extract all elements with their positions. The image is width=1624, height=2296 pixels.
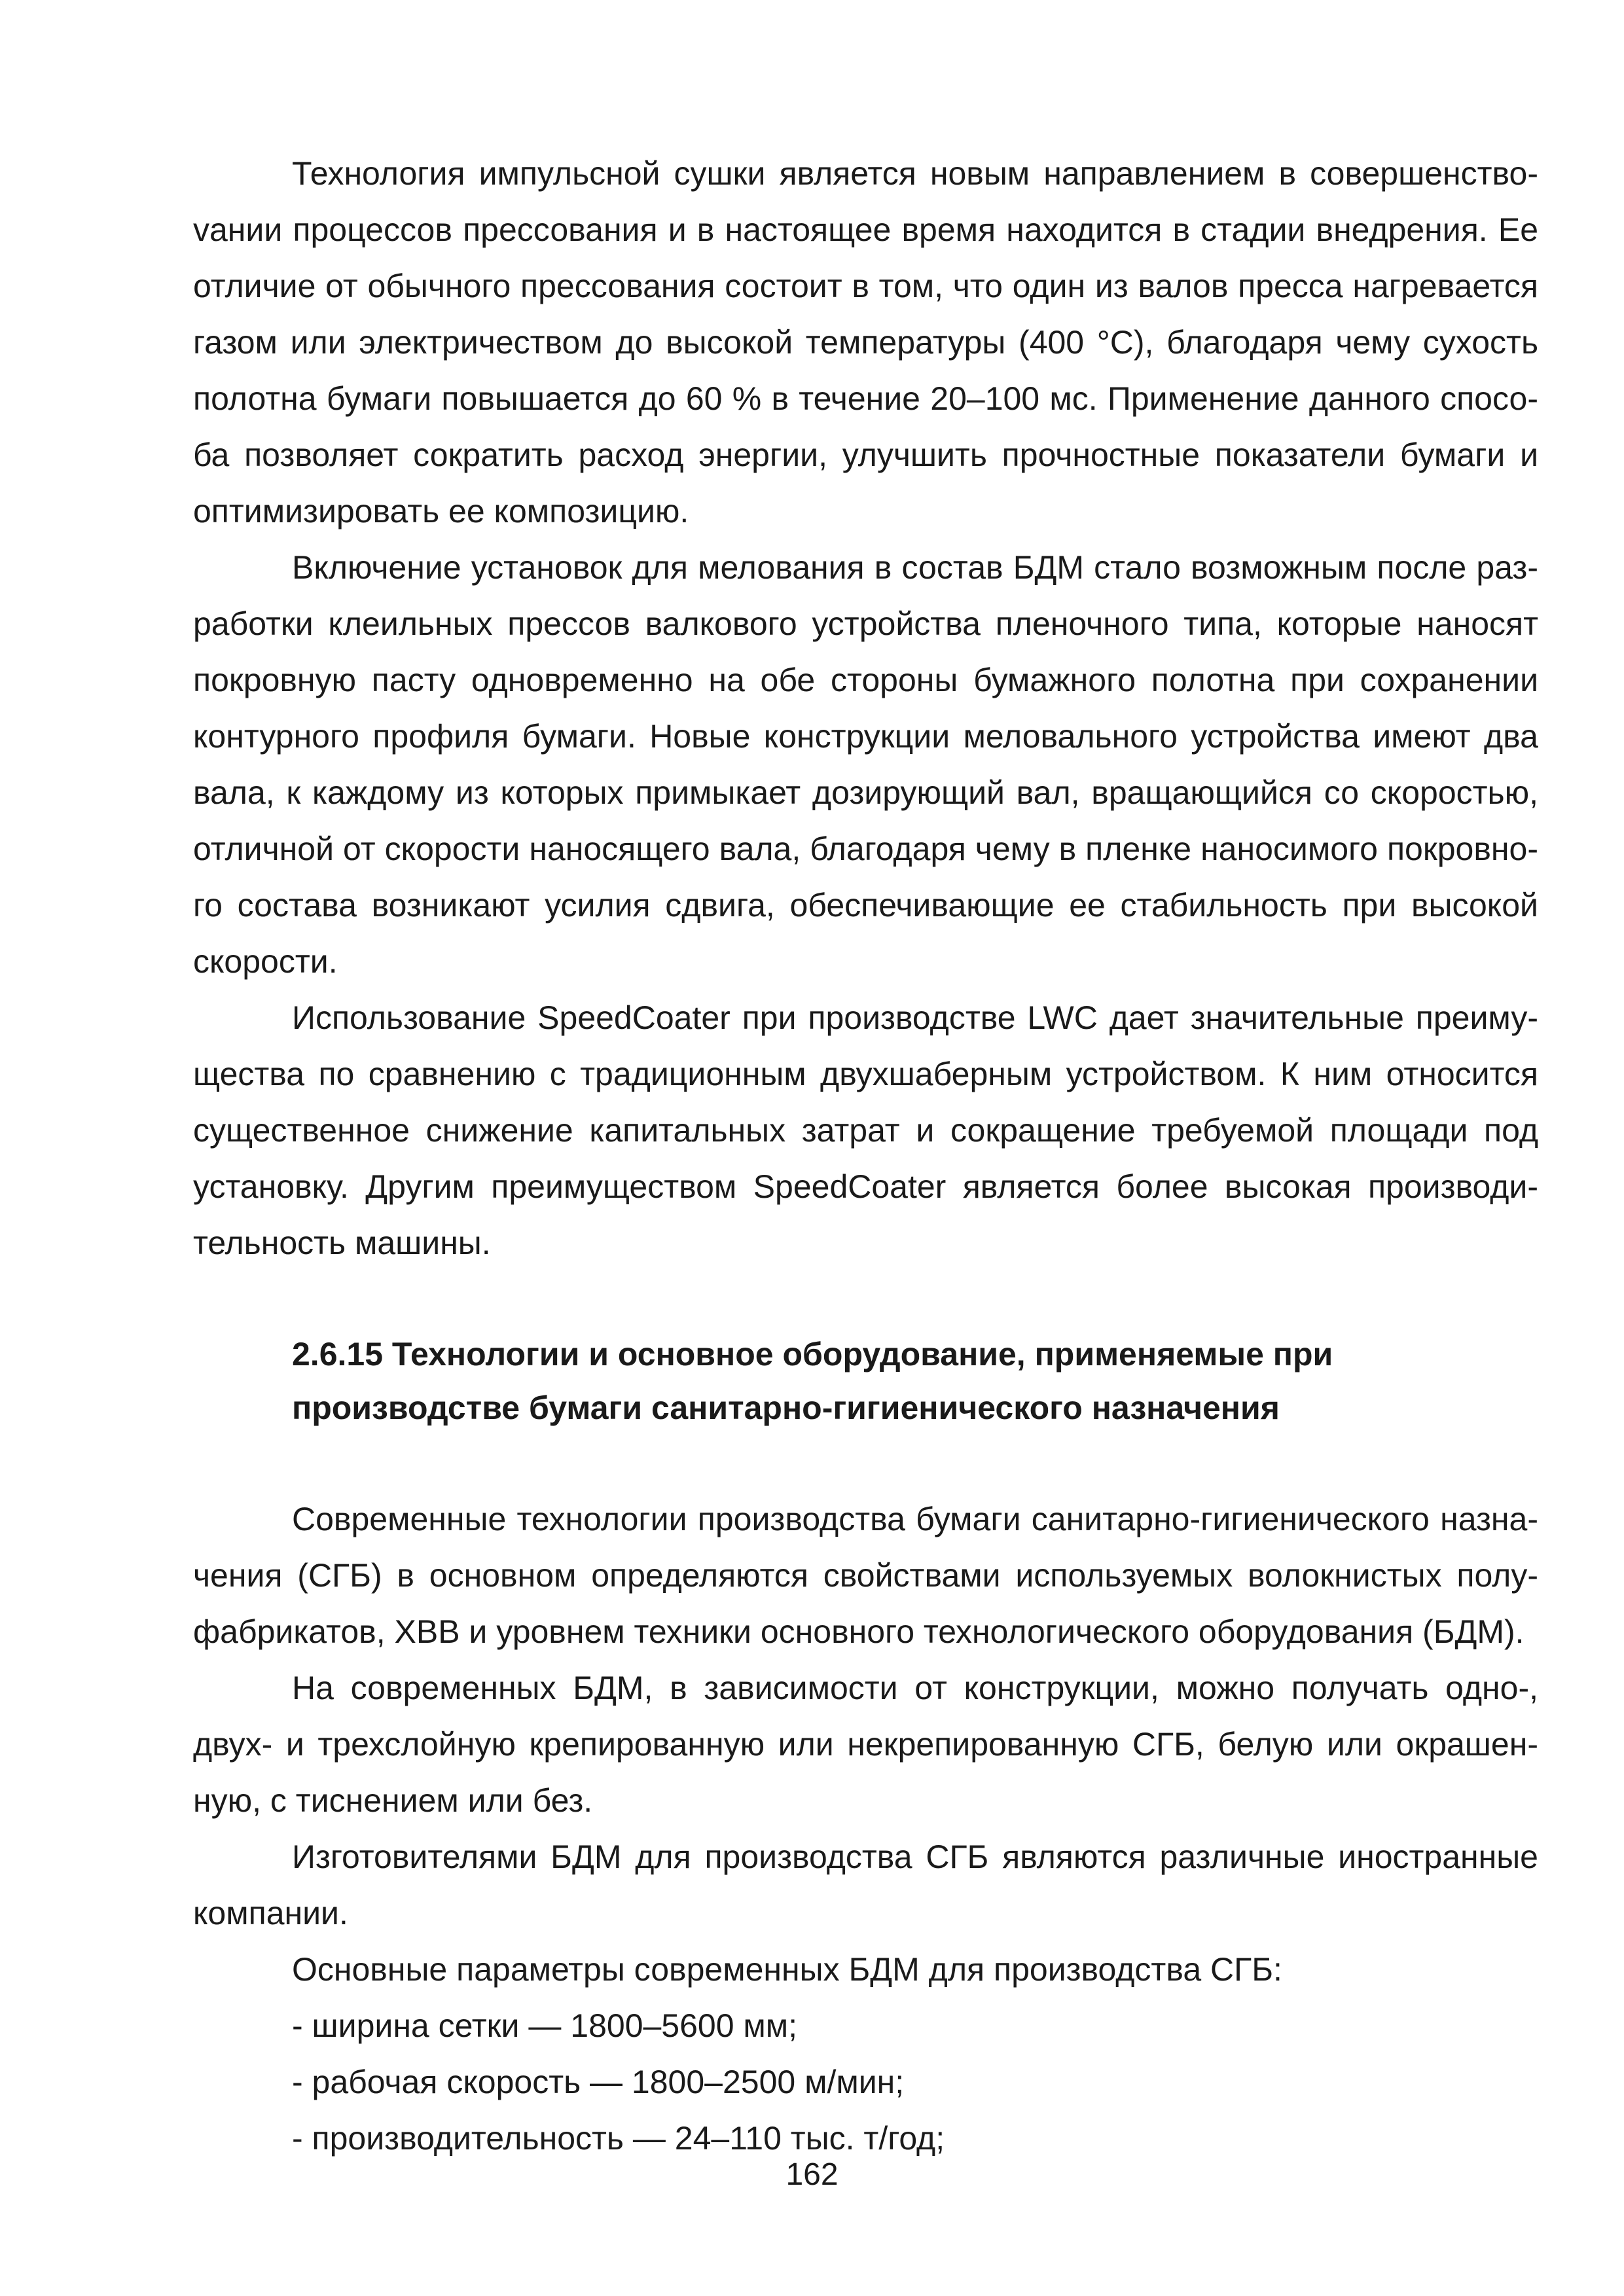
section-heading: [193, 1327, 1538, 1435]
section-heading-line-2: производстве бумаги санитарно-гигиенического назначения: [292, 1390, 1280, 1426]
list-item-capacity: - производительность — 24–110 тыс. т/год;: [292, 2120, 945, 2157]
list-item-wire-width: - ширина сетки — 1800–5600 мм;: [292, 2007, 798, 2044]
paragraph-impulse-drying: Технология импульсной сушки является новым направлением в совершенствоvании процессов прессования и в настоящее время находится в стадии внедрения. Ее отличие от обычного прессования состоит в том, что один из валов пресса нагревается газом или электричеством до высокой температуры (400 °С), благодаря чему сухость полотна бумаги повышается до 60 % в течение 20–100 мс. Применение данного способа позволяет сократить расход энергии, улучшить прочностные показатели бумаги и оптимизировать ее композицию.: [193, 155, 1538, 529]
page-number: 162: [785, 2157, 839, 2192]
paragraph-manufacturers: Изготовителями БДМ для производства СГБ являются различные иностранные компании.: [193, 1839, 1538, 1931]
section-heading-line-1: 2.6.15 Технологии и основное оборудование, применяемые при: [292, 1336, 1333, 1372]
paragraph-speedcoater: Использование SpeedCoater при производстве LWC дает значительные преимущества по сравнению с традиционным двухшаберным устройством. К ним относится существенное снижение капитальных затрат и сокращение требуемой площади под установку. Другим преимуществом SpeedCoater является более высокая производительность машины.: [193, 999, 1538, 1261]
paragraph-modern-technologies: Современные технологии производства бумаги санитарно-гигиенического назначения (СГБ) в основном определяются свойствами используемых волокнистых полуфабрикатов, ХВВ и уровнем техники основного технологического оборудования (БДМ).: [193, 1501, 1538, 1650]
body-text: [193, 145, 1538, 2166]
list-item-speed: - рабочая скорость — 1800–2500 м/мин;: [292, 2064, 905, 2100]
paragraph-parameters-intro: Основные параметры современных БДМ для производства СГБ:: [292, 1951, 1282, 1988]
paragraph-coating-units: Включение установок для мелования в состав БДМ стало возможным после разработки клеильных прессов валкового устройства пленочного типа, которые наносят покровную пасту одновременно на обе стороны бумажного полотна при сохранении контурного профиля бумаги. Новые конструкции меловального устройства имеют два вала, к каждому из которых примыкает дозирующий вал, вращающийся со скоростью, отличной от скорости наносящего вала, благодаря чему в пленке наносимого покровного состава возникают усилия сдвига, обеспечивающие ее стабильность при высокой скорости.: [193, 549, 1538, 980]
paragraph-modern-machines: На современных БДМ, в зависимости от конструкции, можно получать одно-, двух- и трехслойную крепированную или некрепированную СГБ, белую или окрашенную, с тиснением или без.: [193, 1670, 1538, 1819]
